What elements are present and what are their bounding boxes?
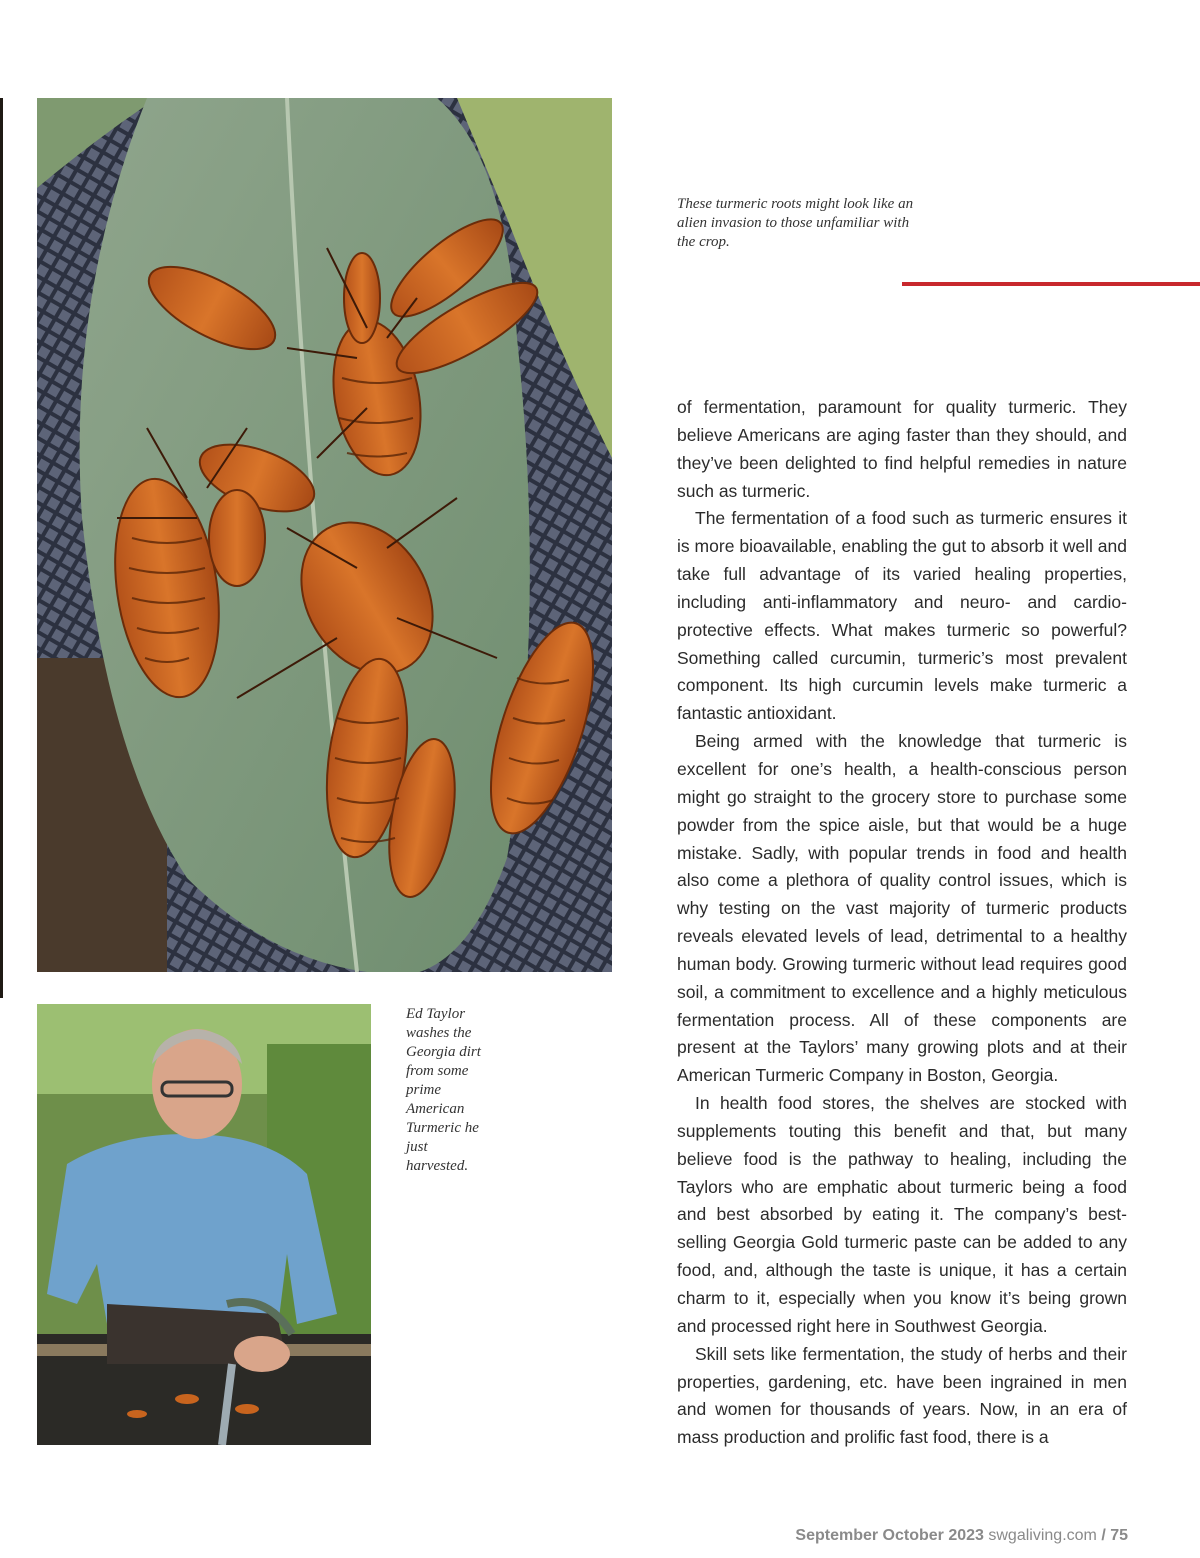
accent-rule — [902, 282, 1200, 286]
page-footer — [795, 1527, 1128, 1545]
article-paragraph: Skill sets like fermentation, the study of herbs and their properties, gardening, etc. have been ingrained in men and women for thousands of years. Now, in an era of mass production and prolific fast food, there is a — [677, 1343, 1127, 1448]
page-number: / 75 — [1101, 1527, 1128, 1544]
page-edge-bar — [0, 98, 3, 998]
ed-taylor-photo-caption: Ed Taylor washes the Georgia dirt from some prime American Turmeric he just harvested. — [406, 1006, 481, 1174]
issue-date: September October 2023 — [795, 1527, 984, 1544]
roots-photo-caption: These turmeric roots might look like an alien invasion to those unfamiliar with the crop. — [677, 196, 914, 250]
article-paragraph: In health food stores, the shelves are stocked with supplements touting this benefit and that, but many believe food is the pathway to healing, including the Taylors who are emphatic about turmeric being a food and best absorbed by eating it. The company’s best-selling Georgia Gold turmeric paste can be added to any food, and, although the taste is unique, it has a certain charm to it, especially when you know it’s being grown and processed right here in Southwest Georgia. — [677, 1093, 1127, 1336]
article-paragraph: of fermentation, paramount for quality turmeric. They believe Americans are aging faster than they should, and they’ve been delighted to find helpful remedies in nature such as turmeric. — [677, 397, 1127, 501]
site-url: swgaliving.com — [988, 1527, 1097, 1544]
ed-taylor-photo — [37, 1004, 371, 1445]
article-body — [677, 394, 1127, 1452]
article-paragraph: Being armed with the knowledge that turmeric is excellent for one’s health, a health-conscious person might go straight to the grocery store to purchase some powder from the spice aisle, but that would be a huge mistake. Sadly, with popular trends in food and health also come a plethora of quality control issues, which is why testing on the vast majority of turmeric products reveals elevated levels of lead, detrimental to a healthy human body. Growing turmeric without lead requires good soil, a commitment to excellence and a highly meticulous fermentation process. All of these components are present at the Taylors’ many growing plots and at their American Turmeric Company in Boston, Georgia. — [677, 731, 1127, 1086]
turmeric-roots-photo — [37, 98, 612, 972]
article-paragraph: The fermentation of a food such as turmeric ensures it is more bioavailable, enabling the gut to absorb it well and take full advantage of its varied healing properties, including anti-inflammatory and neuro- and cardio-protective effects. What makes turmeric so powerful? Something called curcumin, turmeric’s most prevalent component. Its high curcumin levels make turmeric a fantastic antioxidant. — [677, 508, 1127, 724]
